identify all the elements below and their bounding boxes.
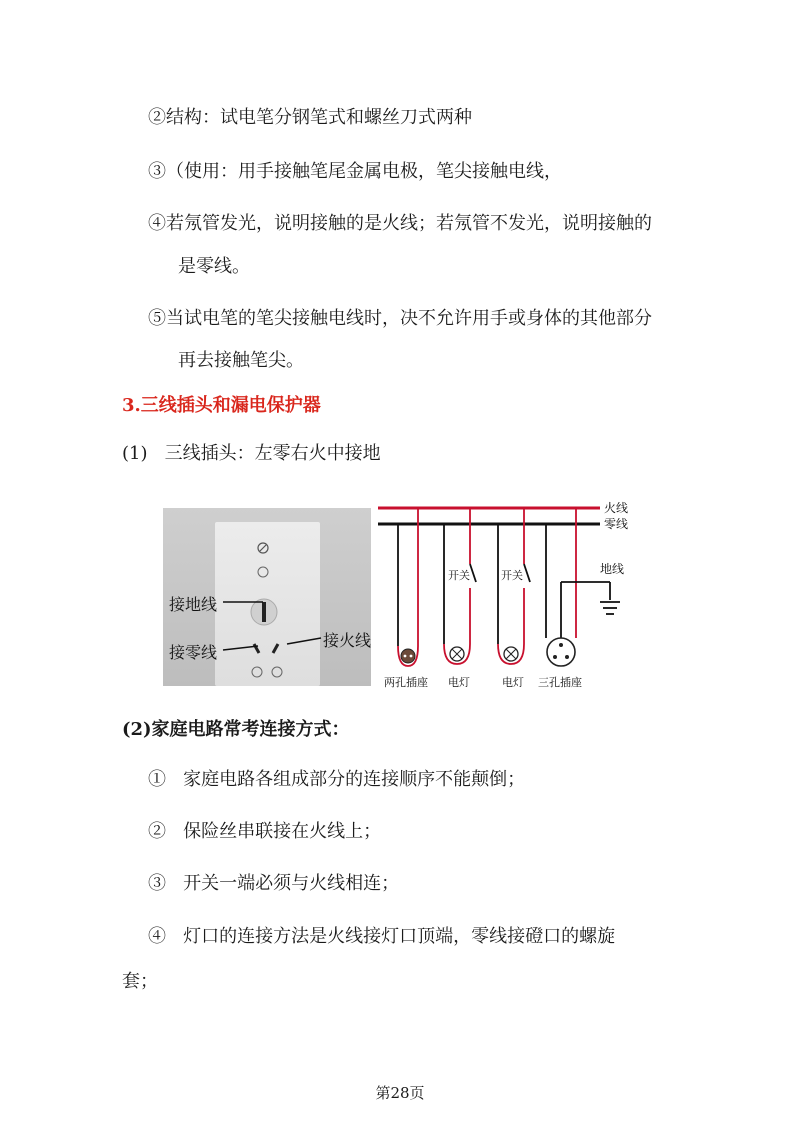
list-item-continuation: 套；	[122, 971, 158, 992]
text-line-neon-1: ④若氖管发光，说明接触的是火线；若氖管不发光，说明接触的	[148, 213, 652, 234]
switch-2-blade	[524, 564, 530, 582]
list-item: ④ 灯口的连接方法是火线接灯口顶端，零线接磴口的螺旋	[148, 926, 616, 947]
label-live-wire: 接火线	[323, 631, 372, 650]
svg-text:电灯: 电灯	[448, 676, 470, 688]
svg-text:三孔插座: 三孔插座	[538, 676, 582, 688]
switch-1-label: 开关	[448, 569, 470, 582]
lamp-circuit-1	[444, 508, 476, 688]
page-number: 第28页	[375, 1084, 425, 1102]
svg-text:电灯: 电灯	[502, 676, 524, 688]
section-heading-home-circuit: (2)家庭电路常考连接方式：	[122, 719, 350, 740]
two-hole-socket	[384, 508, 428, 688]
switch-2-label: 开关	[501, 569, 523, 582]
list-item: ③ 开关一端必须与火线相连；	[148, 873, 400, 894]
list-item: ① 家庭电路各组成部分的连接顺序不能颠倒；	[148, 769, 526, 790]
section-heading-three-wire: 3.三线插头和漏电保护器	[122, 395, 321, 416]
list-item: ② 保险丝串联接在火线上；	[148, 821, 382, 842]
svg-text:两孔插座: 两孔插座	[384, 676, 428, 688]
household-circuit-diagram	[378, 496, 638, 688]
text-line-neon-2: 是零线。	[178, 256, 250, 277]
socket-photo	[163, 508, 371, 686]
three-hole-socket	[538, 508, 624, 688]
label-ground-wire: 接地线	[169, 595, 218, 614]
live-wire-label: 火线	[604, 501, 629, 515]
text-line-warning-1: ⑤当试电笔的笔尖接触电线时，决不允许用手或身体的其他部分	[148, 308, 652, 329]
text-line-three-pin-plug: (1) 三线插头：左零右火中接地	[122, 443, 381, 464]
switch-1-blade	[470, 564, 476, 582]
text-line-structure: ②结构：试电笔分钢笔式和螺丝刀式两种	[148, 107, 472, 128]
photo-pointer-lines	[163, 508, 371, 686]
text-line-warning-2: 再去接触笔尖。	[178, 350, 304, 371]
ground-wire-label: 地线	[600, 562, 625, 576]
text-line-usage: ③（使用：用手接触笔尾金属电极，笔尖接触电线，	[148, 161, 562, 182]
lamp-circuit-2	[498, 508, 530, 688]
label-neutral-wire: 接零线	[169, 643, 218, 662]
neutral-wire-label: 零线	[604, 517, 629, 531]
